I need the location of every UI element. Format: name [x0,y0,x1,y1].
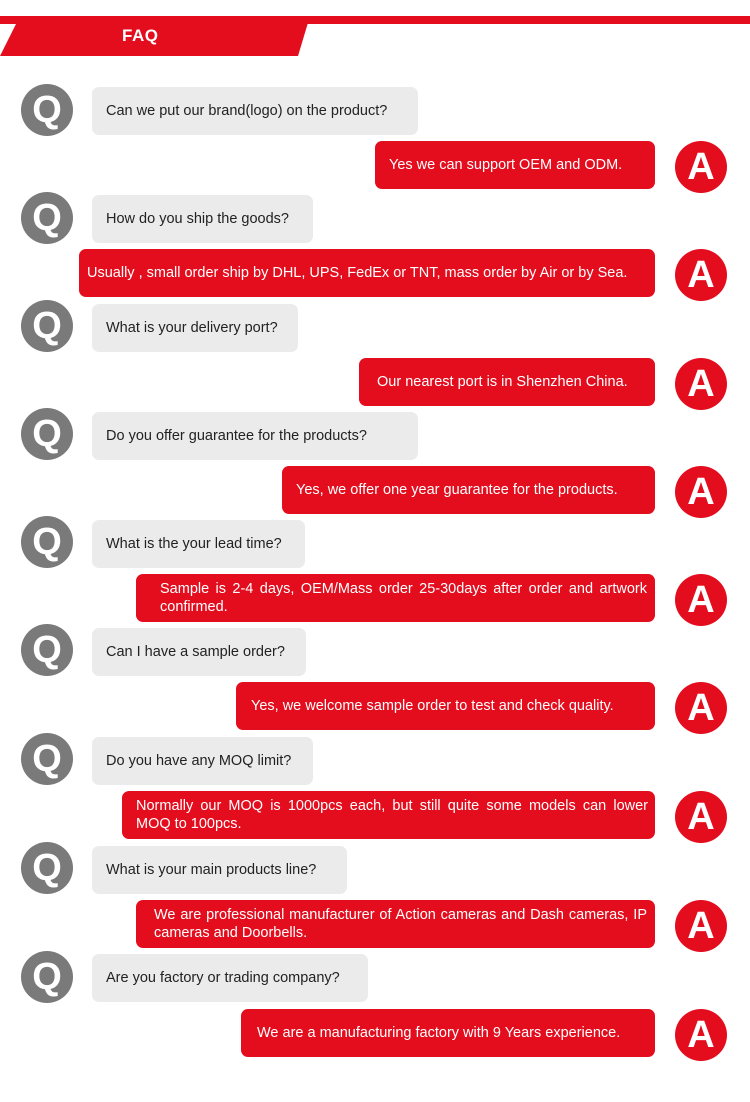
answer-bubble: Yes we can support OEM and ODM. [375,141,655,189]
answer-bubble: Usually , small order ship by DHL, UPS, FedEx or TNT, mass order by Air or by Sea. [79,249,655,297]
question-bubble: How do you ship the goods? [92,195,313,243]
page-title: FAQ [122,26,159,45]
question-bubble: Can I have a sample order? [92,628,306,676]
question-badge: Q [21,951,73,1003]
question-badge: Q [21,408,73,460]
question-bubble: Do you have any MOQ limit? [92,737,313,785]
answer-bubble: Sample is 2-4 days, OEM/Mass order 25-30days after order and artwork confirmed. [136,574,655,622]
answer-badge: A [675,900,727,952]
question-badge: Q [21,300,73,352]
answer-badge: A [675,574,727,626]
question-bubble: Do you offer guarantee for the products? [92,412,418,460]
question-badge: Q [21,624,73,676]
answer-badge: A [675,682,727,734]
answer-badge: A [675,791,727,843]
question-bubble: What is your main products line? [92,846,347,894]
question-bubble: What is your delivery port? [92,304,298,352]
answer-badge: A [675,141,727,193]
answer-badge: A [675,249,727,301]
question-bubble: What is the your lead time? [92,520,305,568]
question-badge: Q [21,192,73,244]
question-badge: Q [21,516,73,568]
question-badge: Q [21,733,73,785]
question-bubble: Are you factory or trading company? [92,954,368,1002]
answer-bubble: Yes, we welcome sample order to test and check quality. [236,682,655,730]
answer-bubble: Normally our MOQ is 1000pcs each, but still quite some models can lower MOQ to 100pcs. [122,791,655,839]
answer-bubble: We are professional manufacturer of Action cameras and Dash cameras, IP cameras and Doorbells. [136,900,655,948]
question-badge: Q [21,84,73,136]
question-bubble: Can we put our brand(logo) on the product? [92,87,418,135]
answer-badge: A [675,358,727,410]
answer-bubble: We are a manufacturing factory with 9 Years experience. [241,1009,655,1057]
answer-badge: A [675,466,727,518]
answer-bubble: Our nearest port is in Shenzhen China. [359,358,655,406]
answer-bubble: Yes, we offer one year guarantee for the products. [282,466,655,514]
answer-badge: A [675,1009,727,1061]
question-badge: Q [21,842,73,894]
